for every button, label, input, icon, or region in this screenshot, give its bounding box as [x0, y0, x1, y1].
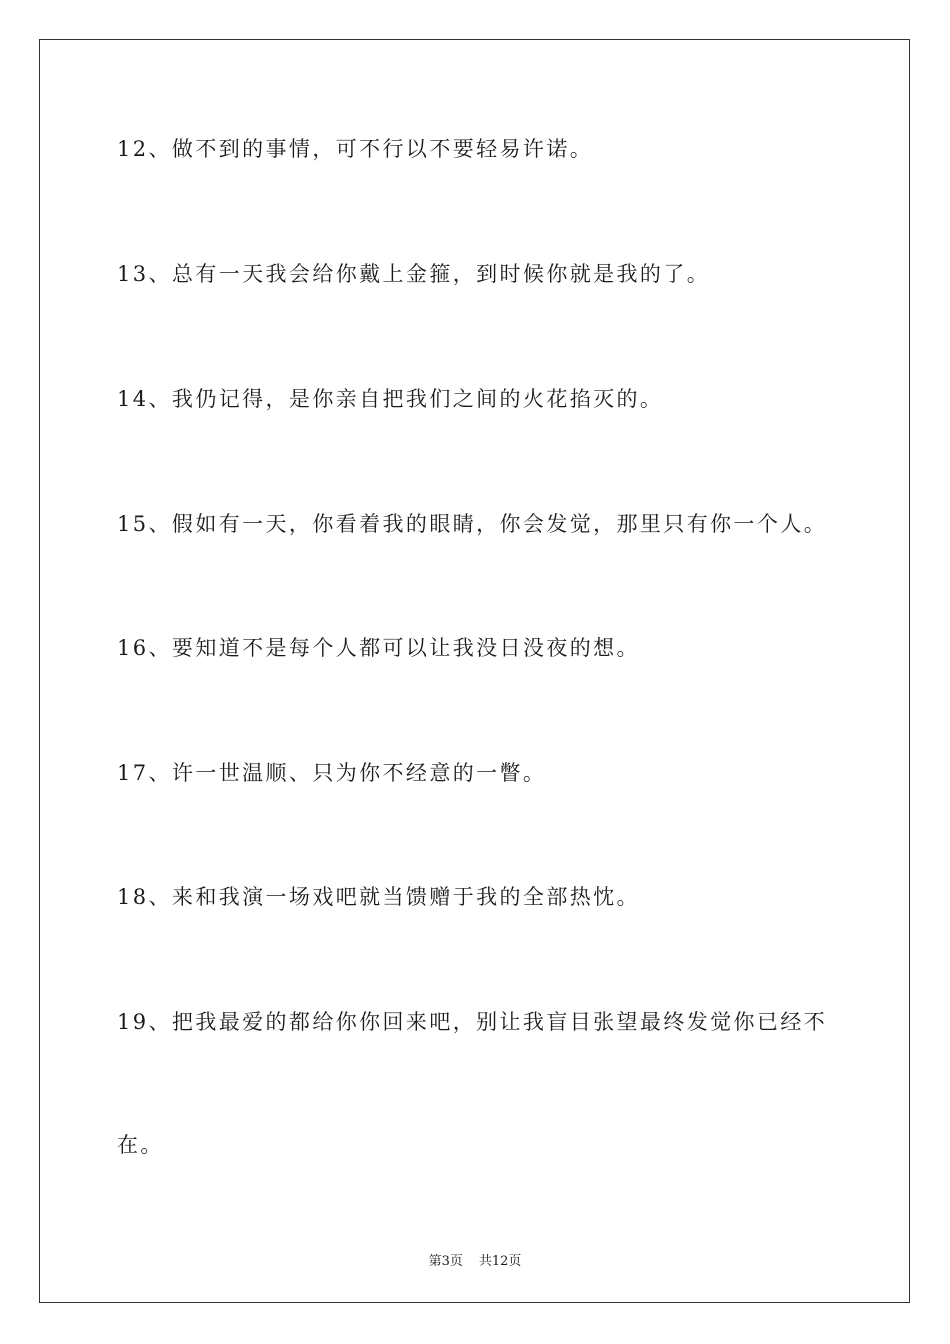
page-total: 共12页	[478, 1254, 522, 1269]
page-border	[39, 39, 910, 1303]
list-item: 19、把我最爱的都给你你回来吧，别让我盲目张望最终发觉你已经不	[117, 1010, 828, 1034]
list-item-continuation: 在。	[117, 1133, 164, 1157]
list-item: 14、我仍记得，是你亲自把我们之间的火花掐灭的。	[117, 387, 664, 411]
list-item: 18、来和我演一场戏吧就当馈赠于我的全部热忱。	[117, 885, 640, 909]
page-footer	[0, 1250, 950, 1269]
list-item: 12、做不到的事情，可不行以不要轻易许诺。	[117, 137, 594, 161]
list-item: 13、总有一天我会给你戴上金箍，到时候你就是我的了。	[117, 262, 711, 286]
list-item: 16、要知道不是每个人都可以让我没日没夜的想。	[117, 636, 640, 660]
list-item: 15、假如有一天，你看着我的眼睛，你会发觉，那里只有你一个人。	[117, 512, 828, 536]
list-item: 17、许一世温顺、只为你不经意的一瞥。	[117, 761, 547, 785]
page-number: 第3页	[428, 1254, 463, 1269]
